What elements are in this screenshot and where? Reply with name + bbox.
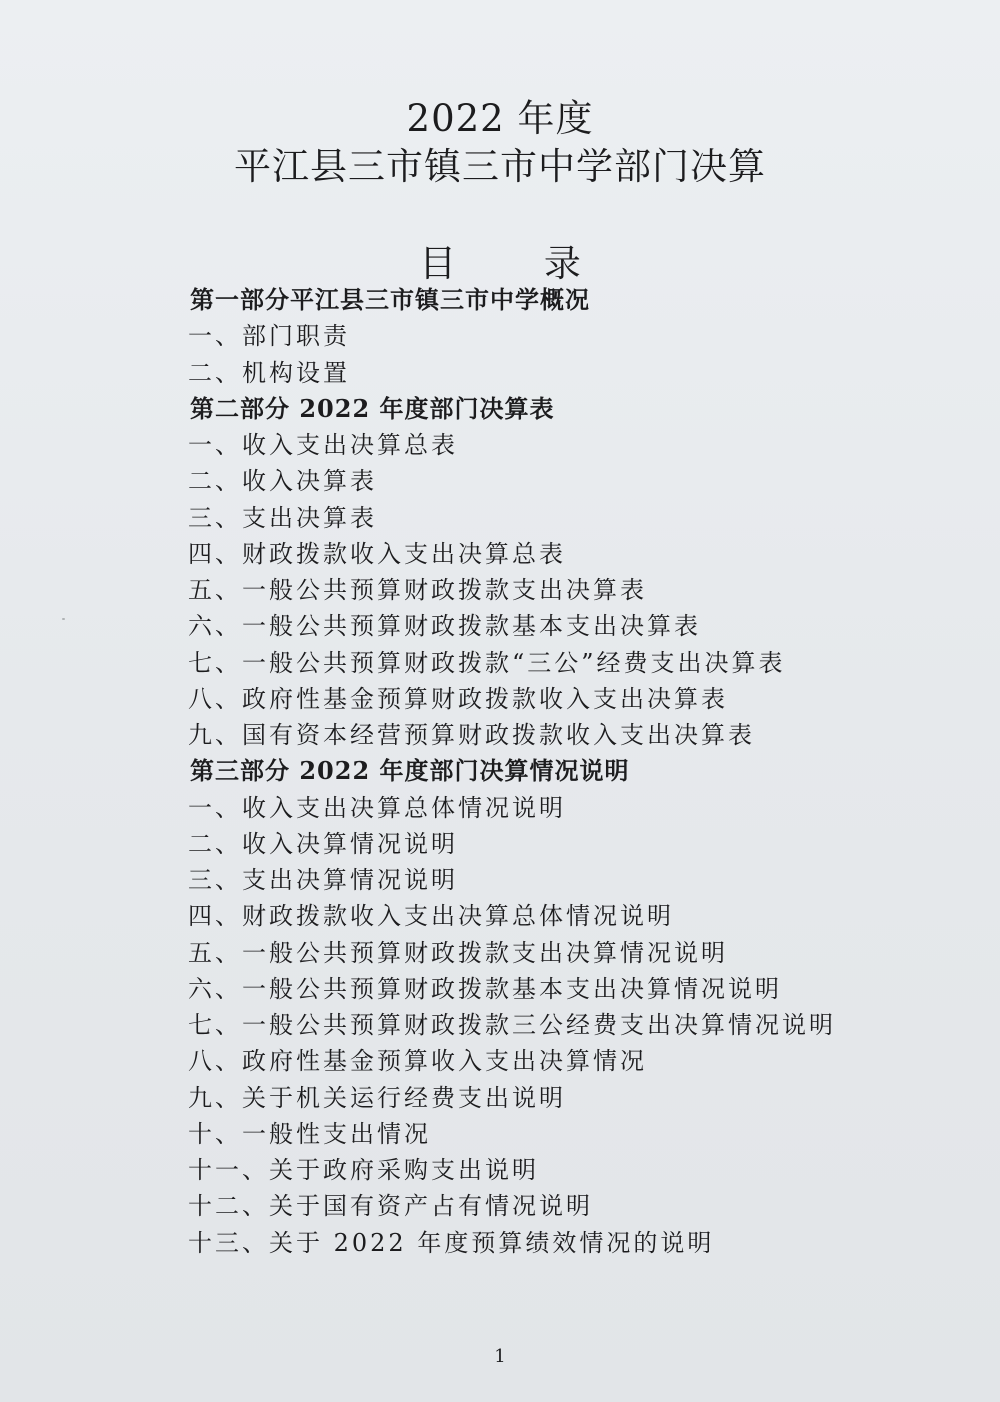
document-title: 平江县三市镇三市中学部门决算 [234,145,766,188]
document-title-year: 2022 年度 [406,97,594,140]
toc-item: 一、收入支出决算总体情况说明 [188,793,566,822]
toc-item: 七、一般公共预算财政拨款“三公”经费支出决算表 [188,648,786,677]
toc-item: 七、一般公共预算财政拨款三公经费支出决算情况说明 [188,1011,836,1039]
toc-item: 二、收入决算情况说明 [188,829,458,858]
toc-item: 三、支出决算表 [188,503,377,532]
scan-speck [62,618,65,620]
toc-item: 十一、关于政府采购支出说明 [188,1156,539,1184]
toc-heading: 目 录 [419,242,619,285]
toc-item: 十二、关于国有资产占有情况说明 [188,1192,593,1221]
toc-item: 十三、关于 2022 年度预算绩效情况的说明 [188,1228,715,1257]
table-of-contents [188,282,888,1261]
toc-part: 第三部分 2022 年度部门决算情况说明 [190,756,630,786]
toc-item: 六、一般公共预算财政拨款基本支出决算表 [188,612,701,641]
toc-item: 五、一般公共预算财政拨款支出决算表 [188,576,647,604]
toc-item: 四、财政拨款收入支出决算总表 [188,539,566,568]
toc-part: 第二部分 2022 年度部门决算表 [190,393,555,423]
toc-item: 一、部门职责 [188,322,350,351]
toc-item: 八、政府性基金预算收入支出决算情况 [188,1047,647,1076]
toc-item: 四、财政拨款收入支出决算总体情况说明 [188,902,674,931]
page-number: 1 [494,1346,506,1367]
toc-item: 三、支出决算情况说明 [188,866,458,894]
toc-item: 六、一般公共预算财政拨款基本支出决算情况说明 [188,974,782,1003]
toc-item: 二、机构设置 [188,358,350,387]
toc-item: 二、收入决算表 [188,467,377,496]
toc-item: 九、关于机关运行经费支出说明 [188,1083,566,1112]
toc-item: 八、政府性基金预算财政拨款收入支出决算表 [188,684,728,713]
toc-item: 五、一般公共预算财政拨款支出决算情况说明 [188,938,728,967]
toc-item: 十、一般性支出情况 [188,1119,431,1148]
toc-item: 一、收入支出决算总表 [188,431,458,459]
toc-item: 九、国有资本经营预算财政拨款收入支出决算表 [188,721,755,749]
toc-part: 第一部分平江县三市镇三市中学概况 [190,285,590,314]
